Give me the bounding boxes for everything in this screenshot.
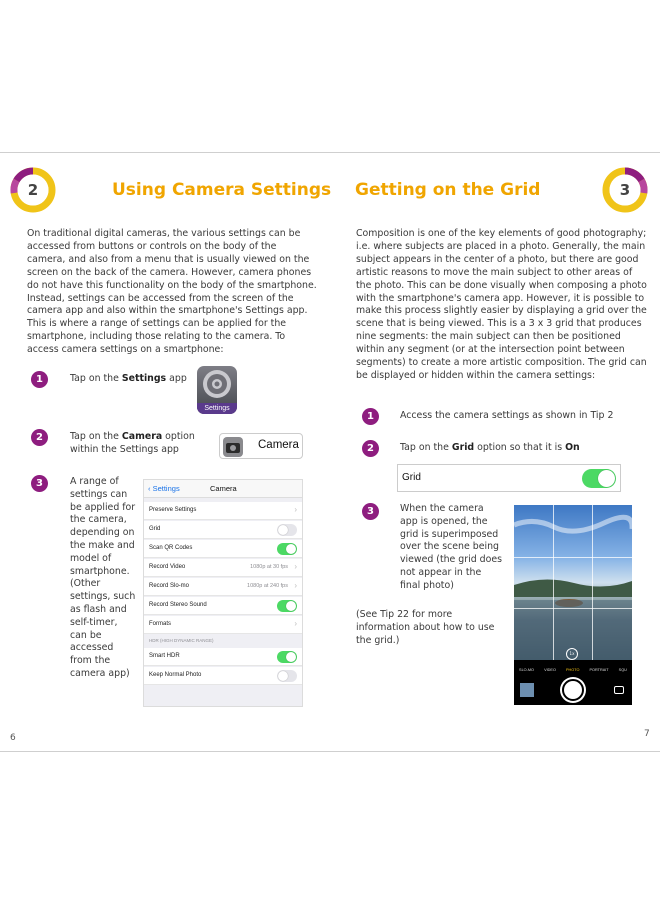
tip-number-badge [602,167,648,213]
chevron-right-icon: › [294,505,297,514]
grid-toggle[interactable] [582,469,616,488]
step-1-text: Tap on the Settings app [70,373,187,384]
settings-icon-label: Settings [197,403,237,414]
settings-row[interactable] [144,502,302,520]
settings-row-label: Preserve Settings [149,507,197,513]
chevron-right-icon: › [294,581,297,590]
step-3-text: When the camera app is opened, the grid is superimposed over the scene being viewed (the grid does not appear in the final photo) [400,503,502,591]
camera-mode-photo[interactable]: PHOTO [565,668,580,672]
settings-toggle[interactable] [277,600,297,612]
zoom-button[interactable]: 1x [566,648,578,660]
settings-row[interactable] [144,540,302,558]
step-1-badge: 1 [31,371,48,388]
back-button[interactable]: ‹ Settings [148,484,180,493]
shutter-button[interactable] [562,679,584,701]
step-3-badge: 3 [362,503,379,520]
gear-icon [197,366,237,403]
step-3-badge: 3 [31,475,48,492]
tip-number-badge [10,167,56,213]
settings-row-value: 1080p at 240 fps [247,583,288,589]
screen-title: Camera [210,484,237,493]
camera-mode-slo-mo[interactable]: SLO-MO [519,668,535,672]
camera-mode-selector[interactable] [514,668,632,672]
intro-paragraph: On traditional digital cameras, the various settings can be accessed from buttons or controls on the body of the camera, and also from a menu that is usually viewed on the screen on the back of the camera. However, camera phones do not have this functionality on the body of the smartphone. Instead, settings can be accessed from the screen of the camera app and also within the smartphone's Settings app. This is where a range of settings can be applied for the smartphone, including those relating to the camera. To access camera settings on a smartphone: [27,228,317,356]
camera-viewfinder [514,505,632,660]
settings-row-label: Scan QR Codes [149,545,193,551]
grid-line-vertical-2 [592,505,593,660]
step-2-text: Tap on the Camera option within the Settings app [70,431,195,455]
settings-row-label: Keep Normal Photo [149,672,202,678]
settings-row[interactable] [144,648,302,666]
settings-row-label: Record Slo-mo [149,583,190,589]
settings-toggle[interactable] [277,651,297,663]
settings-row-value: 1080p at 30 fps [250,564,288,570]
hdr-section-label: HDR (HIGH DYNAMIC RANGE) [149,638,214,643]
camera-mode-video[interactable]: VIDEO [544,668,556,672]
chevron-right-icon: › [294,562,297,571]
tip-number: 3 [619,181,631,199]
camera-settings-row[interactable] [219,433,303,459]
settings-row[interactable] [144,667,302,685]
grid-settings-row[interactable] [397,464,621,492]
settings-row[interactable] [144,597,302,615]
settings-toggle[interactable] [277,524,297,536]
tip-title: Getting on the Grid [355,180,541,200]
page-number: 6 [10,733,16,743]
grid-line-vertical-1 [553,505,554,660]
settings-row-label: Record Video [149,564,186,570]
settings-app-icon [197,366,237,414]
lake-scene-image [514,505,632,660]
step-1-text: Access the camera settings as shown in Tip 2 [400,410,614,421]
step-2-badge: 2 [362,440,379,457]
grid-line-horizontal-2 [514,608,632,609]
step-1-badge: 1 [362,408,379,425]
tip-number: 2 [27,181,39,199]
grid-line-horizontal-1 [514,557,632,558]
left-page [0,153,330,753]
settings-row-label: Grid [149,526,161,532]
settings-row-label: Record Stereo Sound [149,602,207,608]
camera-mode-squ[interactable]: SQU [618,668,627,672]
intro-paragraph: Composition is one of the key elements of good photography; i.e. where subjects are placed in a photo. Generally, the main subject appears in the center of a photo, but there are good artistic reasons to move the main subject to other areas of the photo. This can be done visually when composing a photo with the smartphone's camera app. However, it is possible to make this process slightly easier by displaying a grid over the scene that is being viewed. This is a 3 x 3 grid that produces nine segments: the main subject can then be positioned within any segment (or at the intersection point between segments) to create a more artistic composition. The grid can be displayed or hidden within the camera settings: [356,228,647,381]
grid-row-label: Grid [402,472,421,483]
tip-title: Using Camera Settings [112,180,332,200]
camera-row-label: Camera [258,439,299,451]
see-also-note: (See Tip 22 for more information about how to use the grid.) [356,609,495,646]
step-3-text: A range of settings can be applied for the camera, depending on the make and model of smartphone. (Other settings, such as flash and self-timer, can be accessed from the camera app) [70,476,136,679]
settings-row[interactable] [144,521,302,539]
photo-thumbnail[interactable] [520,683,534,697]
camera-app-screenshot [514,505,632,705]
settings-toggle[interactable] [277,670,297,682]
settings-row[interactable] [144,578,302,596]
flip-camera-icon[interactable] [614,686,624,694]
settings-row[interactable] [144,616,302,634]
camera-mode-portrait[interactable]: PORTRAIT [589,668,609,672]
chevron-right-icon: › [294,619,297,628]
settings-row[interactable] [144,559,302,577]
settings-row-label: Formats [149,621,172,627]
camera-icon [223,437,243,457]
step-2-badge: 2 [31,429,48,446]
camera-settings-screen [143,479,303,707]
settings-row-label: Smart HDR [149,653,180,659]
settings-nav-bar [144,480,302,498]
page-number: 7 [644,729,650,739]
step-2-text: Tap on the Grid option so that it is On [400,442,580,453]
settings-toggle[interactable] [277,543,297,555]
